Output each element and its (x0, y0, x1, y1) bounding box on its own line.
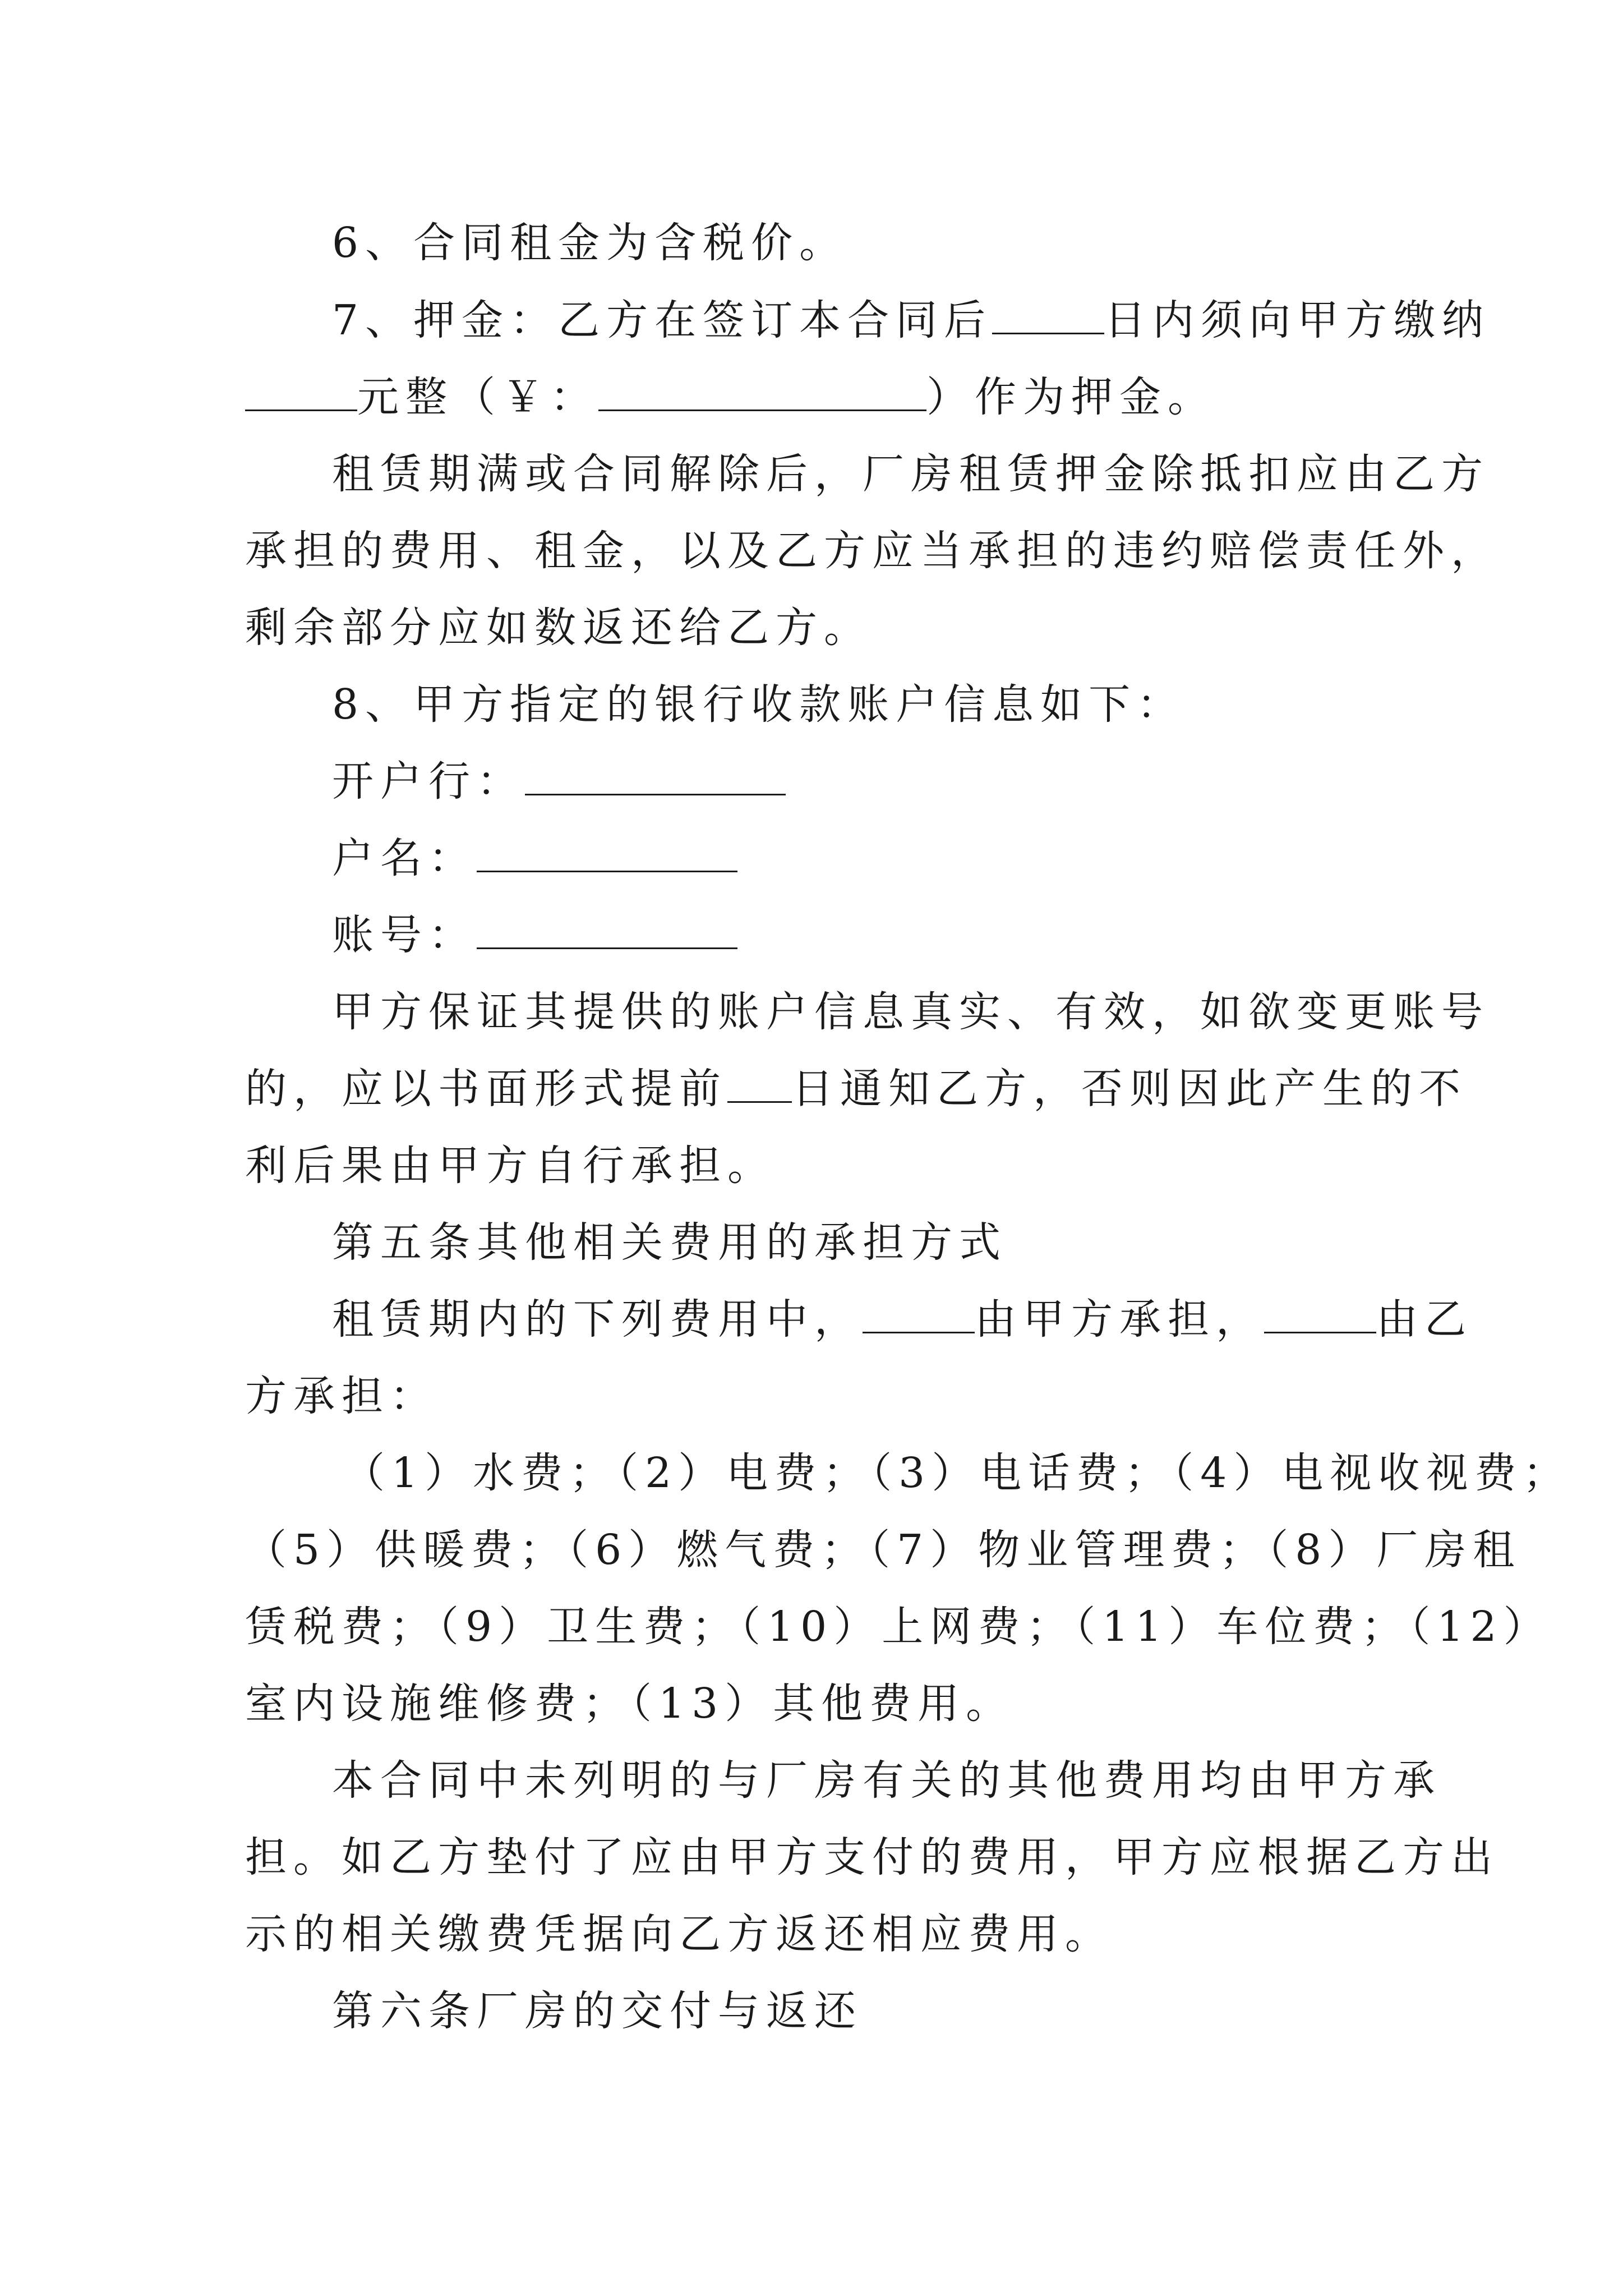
deposit-figure-blank[interactable] (598, 380, 926, 411)
account-number-blank[interactable] (477, 918, 737, 949)
fee-list-line4: 室内设施维修费；（13）其他费用。 (245, 1680, 1015, 1728)
deposit-refund-para: 租赁期满或合同解除后，厂房租赁押金除抵扣应由乙方 (332, 450, 1490, 498)
deposit-days-blank[interactable] (992, 303, 1104, 334)
account-guarantee-para-line3: 利后果由甲方自行承担。 (245, 1142, 776, 1190)
notice-days-blank[interactable] (727, 1072, 792, 1103)
account-guarantee-para: 甲方保证其提供的账户信息真实、有效，如欲变更账号 (332, 988, 1490, 1036)
unlisted-fees-para: 本合同中未列明的与厂房有关的其他费用均由甲方承 (332, 1756, 1441, 1805)
deposit-refund-para-line3: 剩余部分应如数返还给乙方。 (245, 604, 872, 652)
unlisted-fees-para-line2: 担。如乙方垫付了应由甲方支付的费用，甲方应根据乙方出 (245, 1833, 1499, 1881)
account-name-blank[interactable] (477, 841, 737, 872)
fee-list: （1）水费；（2）电费；（3）电话费；（4）电视收视费； (343, 1449, 1571, 1497)
clause-7-deposit-amount: 元整（￥： ）作为押金。 (245, 372, 1216, 422)
unlisted-fees-para-line3: 示的相关缴费凭据向乙方返还相应费用。 (245, 1910, 1113, 1958)
deposit-refund-para-line2: 承担的费用、租金，以及乙方应当承担的违约赔偿责任外， (245, 527, 1499, 575)
fees-allocation-para: 租赁期内的下列费用中， 由甲方承担， 由乙 (332, 1295, 1473, 1343)
bank-name-blank[interactable] (525, 765, 786, 795)
deposit-amount-blank[interactable] (245, 380, 357, 411)
party-b-fees-blank[interactable] (1264, 1303, 1376, 1333)
fee-list-line2: （5）供暖费；（6）燃气费；（7）物业管理费；（8）厂房租 (245, 1526, 1521, 1574)
account-guarantee-para-line2: 的，应以书面形式提前 日通知乙方，否则因此产生的不 (245, 1065, 1467, 1113)
party-a-fees-blank[interactable] (863, 1303, 975, 1333)
account-name-row: 户名： (332, 833, 737, 884)
article-6-heading: 第六条厂房的交付与返还 (332, 1987, 863, 2035)
account-number-row: 账号： (332, 910, 737, 960)
clause-8-bank-account: 8、甲方指定的银行收款账户信息如下： (332, 680, 1186, 729)
fees-allocation-para-line2: 方承担： (245, 1372, 438, 1420)
article-5-heading: 第五条其他相关费用的承担方式 (332, 1218, 1007, 1267)
bank-name-row: 开户行： (332, 756, 786, 807)
clause-6-rent-tax: 6、合同租金为含税价。 (332, 219, 848, 267)
clause-7-deposit: 7、押金：乙方在签订本合同后 日内须向甲方缴纳 (332, 296, 1491, 344)
fee-list-line3: 赁税费；（9）卫生费；（10）上网费；（11）车位费；（12） (245, 1603, 1552, 1651)
